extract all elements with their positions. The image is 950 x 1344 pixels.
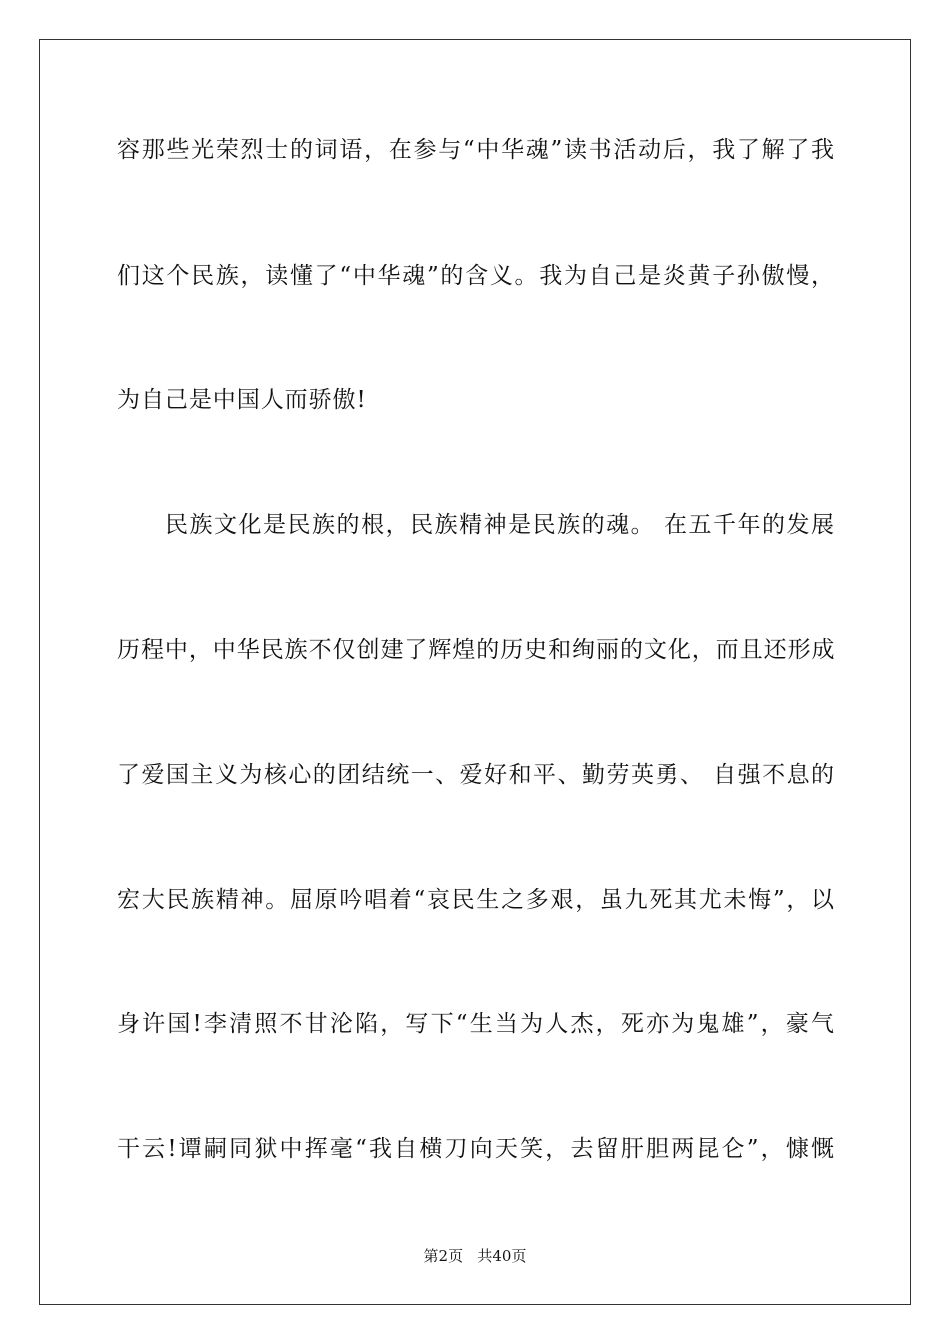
text-line: 了爱国主义为核心的团结统一、爱好和平、勤劳英勇、 自强不息的 — [117, 762, 835, 788]
text-line: 历程中，中华民族不仅创建了辉煌的历史和绚丽的文化，而且还形成 — [117, 637, 836, 663]
paragraph-first-line: 民族文化是民族的根，民族精神是民族的魂。 在五千年的发展 — [165, 512, 835, 538]
text-line: 为自己是中国人而骄傲! — [117, 387, 367, 413]
page-number-footer: 第2页 共40页 — [423, 1247, 527, 1265]
text-line: 容那些光荣烈士的词语，在参与“中华魂”读书活动后，我了解了我 — [117, 137, 835, 163]
page-border — [39, 39, 911, 1305]
text-line: 宏大民族精神。屈原吟唱着“哀民生之多艰，虽九死其尤未悔”，以 — [117, 887, 835, 913]
text-line: 身许国!李清照不甘沦陷，写下“生当为人杰，死亦为鬼雄”，豪气 — [117, 1011, 835, 1037]
text-line: 们这个民族，读懂了“中华魂”的含义。我为自己是炎黄子孙傲慢， — [117, 263, 835, 289]
text-line: 干云!谭嗣同狱中挥毫“我自横刀向天笑，去留肝胆两昆仑”，慷慨 — [117, 1136, 835, 1162]
